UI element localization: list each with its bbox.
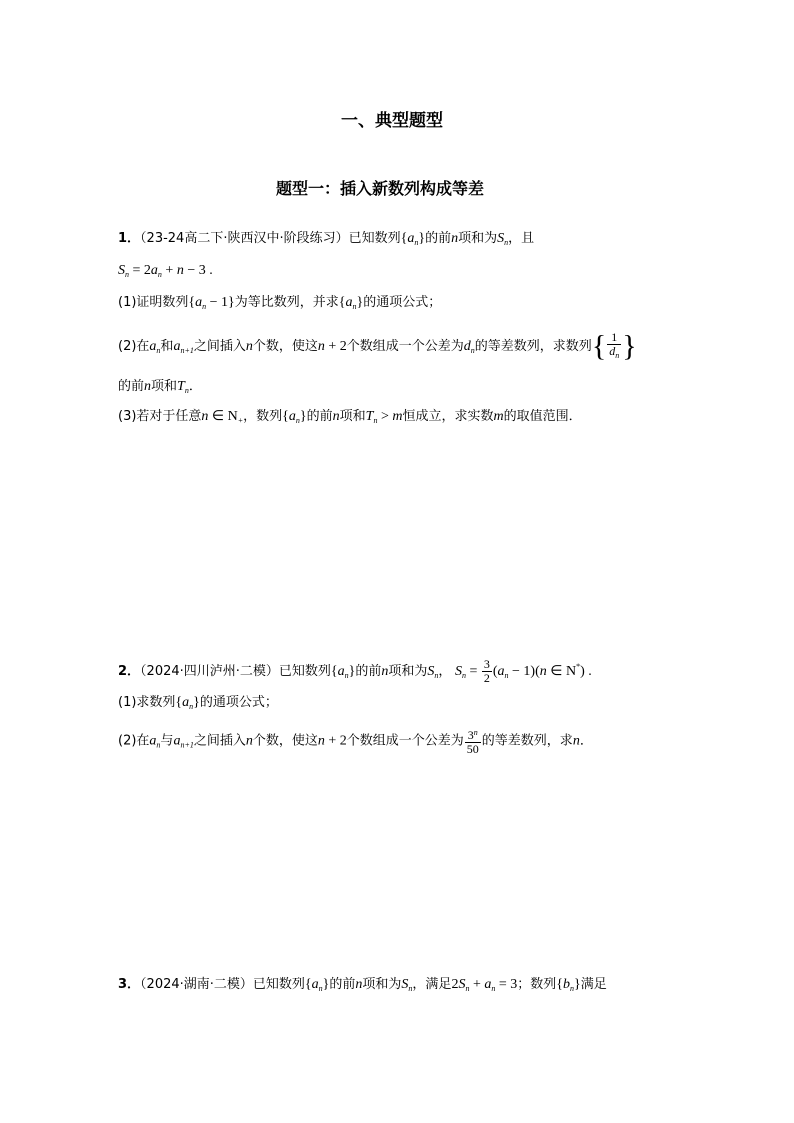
problem-source: （2024·四川泸州·二模） [140,664,279,679]
problem-source: （2024·湖南·二模） [140,977,253,992]
problem-number: 3． [118,977,141,992]
problem-number: 1． [118,231,141,246]
problem-1-part-3: (3)若对于任意n ∈ $N_+$，数列$\{a_n\}$的前n项和$T_n > m$恒成立，求实数m的取值范围． [118,409,582,425]
problem-2-part-1: (1)求数列$\{a_n\}$的通项公式； [118,695,278,711]
problem-1-stem: 1．（23-24高二下·陕西汉中·阶段练习）已知数列$\{a_n\}$的前n项和为$S_n$，且 [118,231,535,247]
section-title: 一、典型题型 [341,111,443,131]
problem-1-part-1: (1)证明数列$\{a_n - 1\}$为等比数列，并求$\{a_n\}$的通项公式； [118,295,442,311]
problem-1-formula: $S_n = 2a_n + n - 3$ . [118,263,213,279]
problem-3-stem: 3．（2024·湖南·二模）已知数列$\{a_n\}$的前n项和为$S_n$，满足$2S_n + a_n = 3$；数列$\{b_n\}$满足 [118,977,607,993]
problem-number: 2． [118,664,141,679]
problem-1-part-2: (2)在$a_n$和$a_{n+1}$之间插入n个数，使这n + 2个数组成一个公差为$d_n$的等差数列，求数列{ $\frac{1}{d_n}$ } [118,329,637,363]
problem-2-part-2: (2)在$a_n$与$a_{n+1}$之间插入n个数，使这n + 2个数组成一个公差为 $\frac{3^n}{50}$ 的等差数列，求n． [118,728,593,756]
subsection-title: 题型一：插入新数列构成等差 [276,179,485,198]
problem-1-part-2-cont: 的前n项和$T_n$． [118,379,202,395]
problem-2-stem: 2．（2024·四川泸州·二模）已知数列$\{a_n\}$的前n项和为$S_n$， $S_n$ = $\frac{3}{2}$ $(a_n - 1)(n$ ∈ N*) . [118,657,592,685]
problem-source: （23-24高二下·陕西汉中·阶段练习） [140,231,349,246]
